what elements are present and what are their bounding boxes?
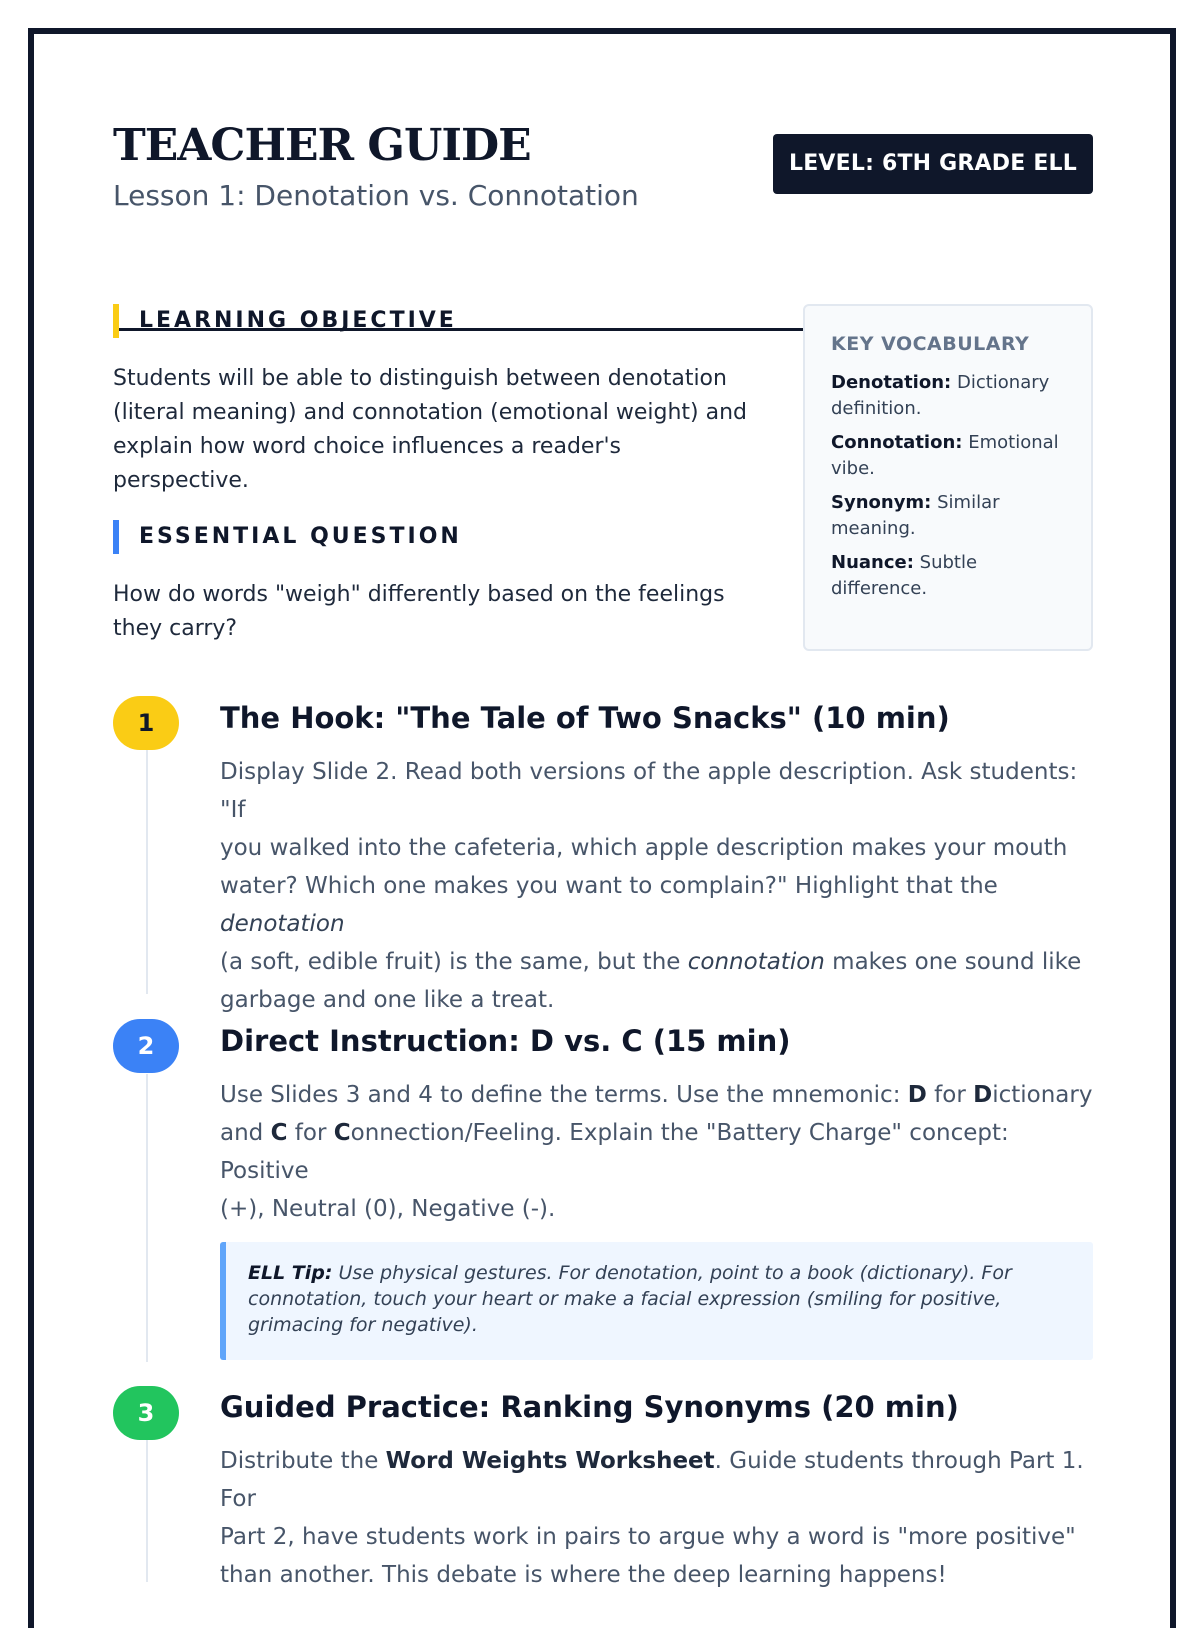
- vocab-term: Denotation:: [831, 372, 952, 393]
- vocab-definition: definition.: [831, 398, 922, 419]
- tip-line: [248, 1260, 1073, 1286]
- step-text-line: garbage and one like a treat.: [220, 987, 555, 1013]
- objective-line: explain how word choice influences a reader's: [113, 434, 621, 459]
- key-vocabulary-box: [803, 304, 1093, 651]
- step-text-line: [220, 867, 1093, 943]
- vocab-term: Connotation:: [831, 432, 963, 453]
- step-1-body: [220, 753, 1093, 1019]
- step-3-body: [220, 1442, 1093, 1594]
- text-span: onnection/Feeling. Explain the "Battery Charge" concept: Positive: [220, 1120, 1009, 1184]
- step-text-line: [220, 1114, 1093, 1190]
- objective-line: Students will be able to distinguish between denotation: [113, 366, 727, 391]
- step-3-title: Guided Practice: Ranking Synonyms (20 min): [220, 1390, 959, 1424]
- worksheet-name: Word Weights Worksheet: [385, 1448, 715, 1474]
- heading-accent-bar: [113, 304, 119, 338]
- heading-accent-bar: [113, 520, 119, 554]
- level-badge: LEVEL: 6TH GRADE ELL: [773, 134, 1093, 194]
- step-text-line: you walked into the cafeteria, which apple description makes your mouth: [220, 835, 1068, 861]
- vocab-term: Nuance:: [831, 552, 914, 573]
- emphasis-denotation: denotation: [220, 911, 345, 937]
- vocab-definition: meaning.: [831, 518, 916, 539]
- essential-question-label: ESSENTIAL QUESTION: [139, 524, 462, 549]
- learning-objective-label: LEARNING OBJECTIVE: [139, 308, 457, 333]
- vocab-item-connotation: [831, 430, 1067, 482]
- step-2-body: [220, 1076, 1093, 1228]
- text-span: (a soft, edible fruit) is the same, but the: [220, 949, 688, 975]
- ell-tip-label: ELL Tip:: [248, 1262, 333, 1284]
- ell-tip-callout: [220, 1242, 1093, 1360]
- step-2-number-badge: 2: [113, 1019, 179, 1073]
- step-text-line: than another. This debate is where the deep learning happens!: [220, 1562, 947, 1588]
- text-span: Use physical gestures. For denotation, point to a book (dictionary). For: [332, 1262, 1012, 1284]
- text-span: for: [926, 1082, 974, 1108]
- step-1-number-badge: 1: [113, 696, 179, 750]
- step-text-line: [220, 1076, 1093, 1114]
- step-text-line: Part 2, have students work in pairs to argue why a word is "more positive": [220, 1524, 1076, 1550]
- vocab-term: Synonym:: [831, 492, 932, 513]
- tip-line: connotation, touch your heart or make a facial expression (smiling for positive,: [248, 1288, 1002, 1310]
- step-1-title: The Hook: "The Tale of Two Snacks" (10 min): [220, 701, 950, 735]
- emphasis-connotation: connotation: [687, 949, 825, 975]
- tip-line: grimacing for negative).: [248, 1314, 478, 1336]
- step-text-line: [220, 1442, 1093, 1518]
- vocab-definition: vibe.: [831, 458, 875, 479]
- text-span: Distribute the: [220, 1448, 386, 1474]
- text-span: water? Which one makes you want to complain?" Highlight that the: [220, 873, 998, 899]
- page-header: [113, 114, 1093, 254]
- vocab-item-nuance: [831, 550, 1067, 602]
- bold-letter: D: [973, 1082, 993, 1108]
- text-span: makes one sound like: [824, 949, 1082, 975]
- vocab-definition: Dictionary: [956, 372, 1050, 393]
- teacher-guide-page: [28, 28, 1176, 1628]
- lesson-subtitle: Lesson 1: Denotation vs. Connotation: [113, 179, 639, 212]
- question-line: they carry?: [113, 616, 238, 641]
- text-span: and: [220, 1120, 271, 1146]
- step-text-line: [220, 943, 1093, 981]
- step-text-line: Display Slide 2. Read both versions of the apple description. Ask students: "If: [220, 759, 1078, 823]
- learning-objective-text: [113, 362, 753, 498]
- bold-letter: C: [333, 1120, 351, 1146]
- vocab-definition: difference.: [831, 578, 928, 599]
- page-title: TEACHER GUIDE: [113, 120, 531, 171]
- objective-line: (literal meaning) and connotation (emotional weight) and: [113, 400, 747, 425]
- objective-line: perspective.: [113, 468, 249, 493]
- question-line: How do words "weigh" differently based on the feelings: [113, 582, 725, 607]
- text-span: . Guide students through Part 1. For: [220, 1448, 1084, 1512]
- learning-objective-heading: [113, 304, 457, 338]
- bold-letter: C: [270, 1120, 288, 1146]
- text-span: Use Slides 3 and 4 to define the terms. Use the mnemonic:: [220, 1082, 908, 1108]
- vocab-item-denotation: [831, 370, 1067, 422]
- essential-question-text: [113, 578, 753, 646]
- key-vocabulary-title: KEY VOCABULARY: [831, 333, 1030, 355]
- vocab-item-synonym: [831, 490, 1067, 542]
- essential-question-heading: [113, 520, 462, 554]
- step-text-line: (+), Neutral (0), Negative (-).: [220, 1196, 556, 1222]
- timeline-connector: [146, 746, 148, 994]
- vocab-definition: Subtle: [919, 552, 978, 573]
- vocab-definition: Emotional: [968, 432, 1059, 453]
- step-3-number-badge: 3: [113, 1386, 179, 1440]
- text-span: ictionary: [992, 1082, 1093, 1108]
- step-2-title: Direct Instruction: D vs. C (15 min): [220, 1024, 791, 1058]
- vocab-definition: Similar: [937, 492, 1000, 513]
- timeline-connector: [146, 1074, 148, 1362]
- timeline-connector: [146, 1432, 148, 1582]
- bold-letter: D: [907, 1082, 927, 1108]
- text-span: for: [287, 1120, 334, 1146]
